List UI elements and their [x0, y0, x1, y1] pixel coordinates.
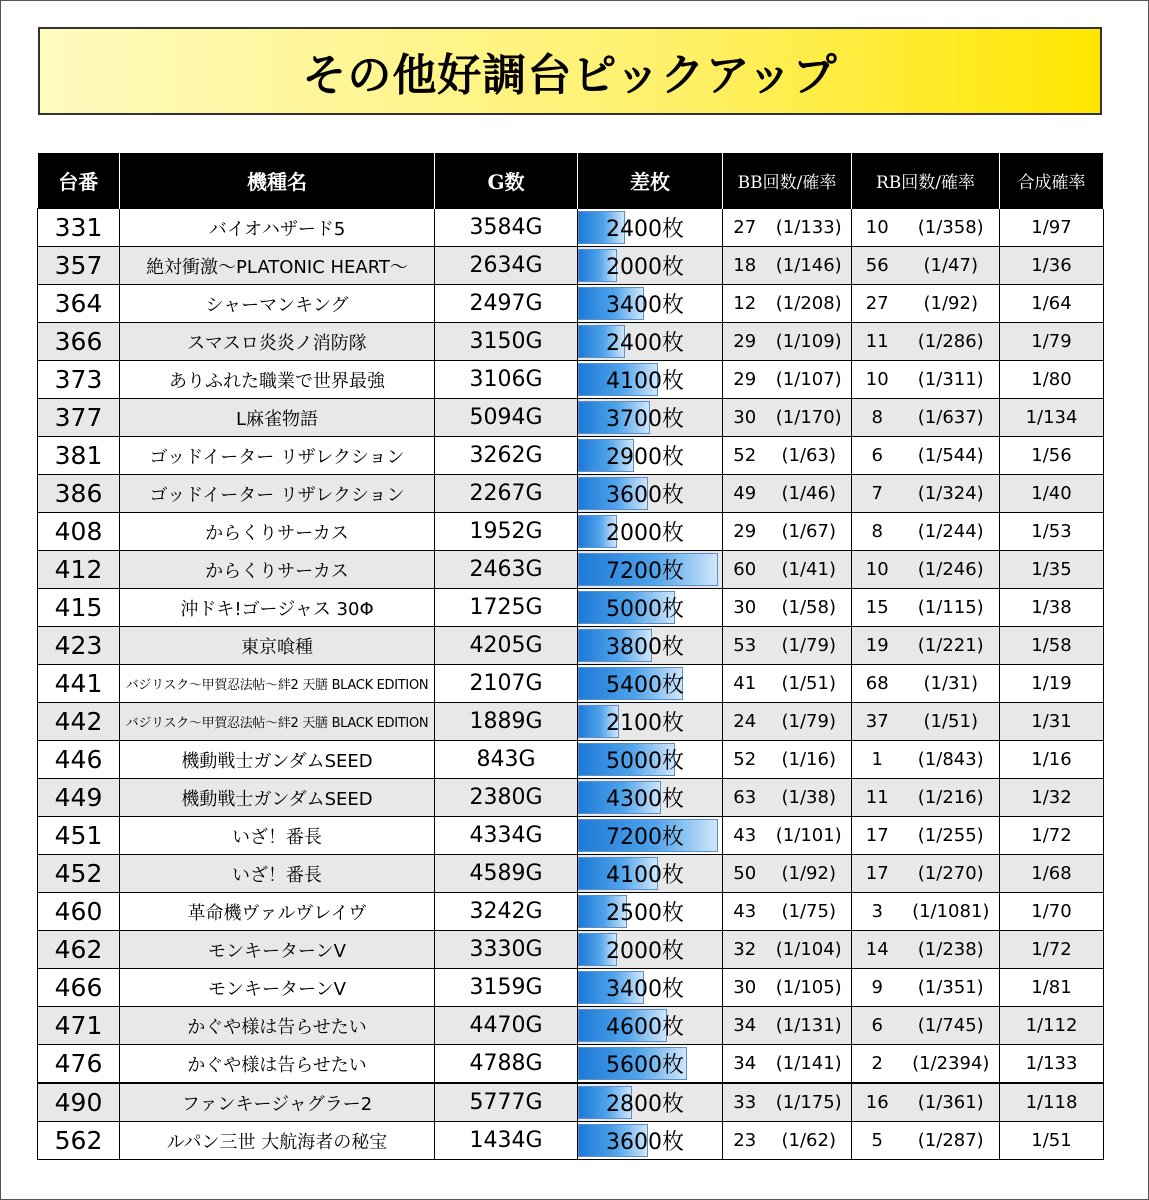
- header-total: 合成確率: [1000, 153, 1104, 209]
- bb-probability: (1/51): [767, 665, 852, 703]
- table-row: [38, 1007, 1104, 1045]
- bb-count: 33: [723, 1083, 767, 1122]
- rb-probability: (1/287): [903, 1122, 1000, 1160]
- rb-probability: (1/92): [903, 285, 1000, 323]
- machine-number: 462: [38, 931, 120, 969]
- diff-label: 2500枚: [606, 901, 684, 926]
- total-probability: 1/112: [1000, 1007, 1104, 1045]
- game-count: 3159G: [435, 969, 578, 1007]
- total-probability: 1/80: [1000, 361, 1104, 399]
- diff-coins: [578, 817, 723, 855]
- rb-probability: (1/270): [903, 855, 1000, 893]
- rb-count: 37: [852, 703, 903, 741]
- bb-count: 24: [723, 703, 767, 741]
- total-probability: 1/133: [1000, 1045, 1104, 1084]
- rb-probability: (1/361): [903, 1083, 1000, 1122]
- diff-coins: [578, 209, 723, 247]
- rb-probability: (1/286): [903, 323, 1000, 361]
- machine-number: 412: [38, 551, 120, 589]
- header-diff: 差枚: [578, 153, 723, 209]
- table-row: [38, 247, 1104, 285]
- total-probability: 1/64: [1000, 285, 1104, 323]
- rb-count: 6: [852, 437, 903, 475]
- diff-coins: [578, 323, 723, 361]
- diff-coins: [578, 361, 723, 399]
- machine-name: 機動戦士ガンダムSEED: [120, 779, 435, 817]
- bb-probability: (1/101): [767, 817, 852, 855]
- bb-probability: (1/141): [767, 1045, 852, 1084]
- bb-probability: (1/16): [767, 741, 852, 779]
- diff-coins: [578, 475, 723, 513]
- machine-table: [37, 153, 1104, 1160]
- diff-coins: [578, 513, 723, 551]
- diff-label: 2100枚: [606, 711, 684, 736]
- machine-number: 476: [38, 1045, 120, 1084]
- game-count: 4788G: [435, 1045, 578, 1084]
- machine-number: 452: [38, 855, 120, 893]
- rb-count: 10: [852, 361, 903, 399]
- bb-count: 29: [723, 513, 767, 551]
- machine-number: 381: [38, 437, 120, 475]
- machine-name: いざ！番長: [120, 855, 435, 893]
- machine-name: モンキーターンV: [120, 931, 435, 969]
- diff-label: 7200枚: [606, 559, 684, 584]
- machine-name: からくりサーカス: [120, 551, 435, 589]
- total-probability: 1/32: [1000, 779, 1104, 817]
- diff-label: 2900枚: [606, 445, 684, 470]
- table-row: [38, 855, 1104, 893]
- diff-label: 2000枚: [606, 255, 684, 280]
- diff-label: 2000枚: [606, 939, 684, 964]
- table-row: [38, 437, 1104, 475]
- game-count: 2267G: [435, 475, 578, 513]
- total-probability: 1/58: [1000, 627, 1104, 665]
- bb-probability: (1/79): [767, 703, 852, 741]
- bb-probability: (1/92): [767, 855, 852, 893]
- total-probability: 1/134: [1000, 399, 1104, 437]
- machine-number: 366: [38, 323, 120, 361]
- header-no: 台番: [38, 153, 120, 209]
- table-row: [38, 741, 1104, 779]
- rb-count: 15: [852, 589, 903, 627]
- machine-number: 451: [38, 817, 120, 855]
- rb-count: 9: [852, 969, 903, 1007]
- diff-coins: [578, 247, 723, 285]
- game-count: 2497G: [435, 285, 578, 323]
- machine-name: バイオハザード5: [120, 209, 435, 247]
- diff-label: 7200枚: [606, 825, 684, 850]
- diff-coins: [578, 703, 723, 741]
- total-probability: 1/53: [1000, 513, 1104, 551]
- bb-count: 27: [723, 209, 767, 247]
- game-count: 2634G: [435, 247, 578, 285]
- game-count: 4205G: [435, 627, 578, 665]
- bb-count: 53: [723, 627, 767, 665]
- bb-count: 30: [723, 399, 767, 437]
- bb-probability: (1/107): [767, 361, 852, 399]
- game-count: 3330G: [435, 931, 578, 969]
- table-row: [38, 209, 1104, 247]
- total-probability: 1/38: [1000, 589, 1104, 627]
- game-count: 4470G: [435, 1007, 578, 1045]
- total-probability: 1/31: [1000, 703, 1104, 741]
- total-probability: 1/70: [1000, 893, 1104, 931]
- rb-count: 10: [852, 551, 903, 589]
- diff-coins: [578, 589, 723, 627]
- total-probability: 1/72: [1000, 931, 1104, 969]
- machine-number: 415: [38, 589, 120, 627]
- bb-count: 30: [723, 969, 767, 1007]
- bb-probability: (1/104): [767, 931, 852, 969]
- game-count: 4589G: [435, 855, 578, 893]
- header-bb: BB回数/確率: [723, 153, 852, 209]
- rb-probability: (1/221): [903, 627, 1000, 665]
- diff-coins: [578, 893, 723, 931]
- machine-name: ファンキージャグラー2: [120, 1083, 435, 1122]
- rb-count: 8: [852, 399, 903, 437]
- table-row: [38, 285, 1104, 323]
- diff-label: 3600枚: [606, 1130, 684, 1155]
- rb-probability: (1/255): [903, 817, 1000, 855]
- total-probability: 1/51: [1000, 1122, 1104, 1160]
- machine-name: シャーマンキング: [120, 285, 435, 323]
- machine-name: バジリスク～甲賀忍法帖～絆2 天膳 BLACK EDITION: [120, 703, 435, 741]
- table-row: [38, 969, 1104, 1007]
- bb-count: 49: [723, 475, 767, 513]
- machine-number: 460: [38, 893, 120, 931]
- header-rb: RB回数/確率: [852, 153, 1000, 209]
- diff-label: 3800枚: [606, 635, 684, 660]
- total-probability: 1/72: [1000, 817, 1104, 855]
- rb-probability: (1/31): [903, 665, 1000, 703]
- total-probability: 1/16: [1000, 741, 1104, 779]
- machine-number: 466: [38, 969, 120, 1007]
- diff-label: 5000枚: [606, 597, 684, 622]
- rb-count: 10: [852, 209, 903, 247]
- bb-probability: (1/46): [767, 475, 852, 513]
- header-row: [38, 153, 1104, 209]
- bb-count: 63: [723, 779, 767, 817]
- bb-probability: (1/38): [767, 779, 852, 817]
- bb-count: 18: [723, 247, 767, 285]
- rb-probability: (1/246): [903, 551, 1000, 589]
- bb-count: 43: [723, 893, 767, 931]
- machine-number: 449: [38, 779, 120, 817]
- machine-number: 562: [38, 1122, 120, 1160]
- machine-number: 471: [38, 1007, 120, 1045]
- bb-probability: (1/41): [767, 551, 852, 589]
- table-row: [38, 551, 1104, 589]
- bb-probability: (1/133): [767, 209, 852, 247]
- bb-count: 41: [723, 665, 767, 703]
- total-probability: 1/56: [1000, 437, 1104, 475]
- rb-probability: (1/311): [903, 361, 1000, 399]
- machine-name: ありふれた職業で世界最強: [120, 361, 435, 399]
- table-row: [38, 817, 1104, 855]
- table-row: [38, 779, 1104, 817]
- machine-number: 408: [38, 513, 120, 551]
- bb-count: 29: [723, 361, 767, 399]
- bb-count: 43: [723, 817, 767, 855]
- game-count: 1952G: [435, 513, 578, 551]
- bb-count: 52: [723, 741, 767, 779]
- game-count: 2380G: [435, 779, 578, 817]
- machine-name: からくりサーカス: [120, 513, 435, 551]
- total-probability: 1/97: [1000, 209, 1104, 247]
- diff-label: 3700枚: [606, 407, 684, 432]
- total-probability: 1/36: [1000, 247, 1104, 285]
- rb-probability: (1/47): [903, 247, 1000, 285]
- table-row: [38, 665, 1104, 703]
- total-probability: 1/68: [1000, 855, 1104, 893]
- diff-coins: [578, 551, 723, 589]
- rb-probability: (1/745): [903, 1007, 1000, 1045]
- rb-probability: (1/2394): [903, 1045, 1000, 1084]
- machine-name: スマスロ炎炎ノ消防隊: [120, 323, 435, 361]
- machine-name: 沖ドキ!ゴージャス 30Φ: [120, 589, 435, 627]
- machine-name: 革命機ヴァルヴレイヴ: [120, 893, 435, 931]
- bb-probability: (1/75): [767, 893, 852, 931]
- machine-number: 331: [38, 209, 120, 247]
- diff-label: 2800枚: [606, 1092, 684, 1117]
- rb-count: 5: [852, 1122, 903, 1160]
- machine-number: 377: [38, 399, 120, 437]
- table-row: [38, 513, 1104, 551]
- machine-name: いざ！番長: [120, 817, 435, 855]
- diff-coins: [578, 437, 723, 475]
- machine-name: ゴッドイーター リザレクション: [120, 437, 435, 475]
- game-count: 3150G: [435, 323, 578, 361]
- rb-probability: (1/1081): [903, 893, 1000, 931]
- machine-number: 446: [38, 741, 120, 779]
- machine-name: L麻雀物語: [120, 399, 435, 437]
- machine-name: 東京喰種: [120, 627, 435, 665]
- rb-count: 2: [852, 1045, 903, 1084]
- bb-count: 29: [723, 323, 767, 361]
- rb-probability: (1/244): [903, 513, 1000, 551]
- rb-count: 14: [852, 931, 903, 969]
- bb-probability: (1/146): [767, 247, 852, 285]
- diff-coins: [578, 779, 723, 817]
- diff-label: 2000枚: [606, 521, 684, 546]
- diff-coins: [578, 1083, 723, 1122]
- table-row: [38, 627, 1104, 665]
- rb-count: 3: [852, 893, 903, 931]
- game-count: 2463G: [435, 551, 578, 589]
- header-name: 機種名: [120, 153, 435, 209]
- diff-coins: [578, 1122, 723, 1160]
- table-row: [38, 931, 1104, 969]
- diff-label: 5000枚: [606, 749, 684, 774]
- game-count: 843G: [435, 741, 578, 779]
- diff-coins: [578, 627, 723, 665]
- diff-label: 5600枚: [606, 1053, 684, 1078]
- game-count: 5094G: [435, 399, 578, 437]
- diff-coins: [578, 665, 723, 703]
- diff-coins: [578, 285, 723, 323]
- game-count: 4334G: [435, 817, 578, 855]
- total-probability: 1/81: [1000, 969, 1104, 1007]
- machine-name: かぐや様は告らせたい: [120, 1007, 435, 1045]
- bb-count: 34: [723, 1045, 767, 1084]
- diff-label: 4100枚: [606, 863, 684, 888]
- diff-coins: [578, 741, 723, 779]
- rb-probability: (1/637): [903, 399, 1000, 437]
- rb-probability: (1/843): [903, 741, 1000, 779]
- table-row: [38, 361, 1104, 399]
- machine-name: ゴッドイーター リザレクション: [120, 475, 435, 513]
- game-count: 3584G: [435, 209, 578, 247]
- table-row: [38, 589, 1104, 627]
- diff-label: 3400枚: [606, 977, 684, 1002]
- rb-count: 16: [852, 1083, 903, 1122]
- diff-label: 3600枚: [606, 483, 684, 508]
- machine-number: 386: [38, 475, 120, 513]
- table-row: [38, 475, 1104, 513]
- machine-name: ルパン三世 大航海者の秘宝: [120, 1122, 435, 1160]
- rb-count: 17: [852, 817, 903, 855]
- bb-probability: (1/131): [767, 1007, 852, 1045]
- game-count: 3106G: [435, 361, 578, 399]
- rb-count: 6: [852, 1007, 903, 1045]
- diff-coins: [578, 931, 723, 969]
- machine-name: モンキーターンV: [120, 969, 435, 1007]
- total-probability: 1/79: [1000, 323, 1104, 361]
- game-count: 1889G: [435, 703, 578, 741]
- bb-count: 23: [723, 1122, 767, 1160]
- diff-label: 2400枚: [606, 217, 684, 242]
- machine-number: 364: [38, 285, 120, 323]
- title-banner: [38, 27, 1102, 115]
- rb-count: 7: [852, 475, 903, 513]
- rb-count: 68: [852, 665, 903, 703]
- game-count: 2107G: [435, 665, 578, 703]
- rb-probability: (1/324): [903, 475, 1000, 513]
- rb-probability: (1/358): [903, 209, 1000, 247]
- table-row: [38, 1045, 1104, 1084]
- machine-number: 373: [38, 361, 120, 399]
- page-title: その他好調台ピックアップ: [302, 50, 838, 101]
- bb-count: 34: [723, 1007, 767, 1045]
- rb-count: 11: [852, 779, 903, 817]
- diff-label: 5400枚: [606, 673, 684, 698]
- rb-probability: (1/544): [903, 437, 1000, 475]
- rb-probability: (1/351): [903, 969, 1000, 1007]
- machine-number: 423: [38, 627, 120, 665]
- diff-coins: [578, 1007, 723, 1045]
- rb-probability: (1/238): [903, 931, 1000, 969]
- bb-probability: (1/67): [767, 513, 852, 551]
- machine-name: かぐや様は告らせたい: [120, 1045, 435, 1084]
- bb-probability: (1/175): [767, 1083, 852, 1122]
- bb-count: 60: [723, 551, 767, 589]
- table-row: [38, 893, 1104, 931]
- rb-count: 1: [852, 741, 903, 779]
- diff-label: 4100枚: [606, 369, 684, 394]
- bb-probability: (1/105): [767, 969, 852, 1007]
- game-count: 1725G: [435, 589, 578, 627]
- total-probability: 1/118: [1000, 1083, 1104, 1122]
- machine-name: 絶対衝激～PLATONIC HEART～: [120, 247, 435, 285]
- diff-coins: [578, 399, 723, 437]
- bb-probability: (1/62): [767, 1122, 852, 1160]
- table-row: [38, 1083, 1104, 1122]
- game-count: 1434G: [435, 1122, 578, 1160]
- bb-probability: (1/63): [767, 437, 852, 475]
- total-probability: 1/35: [1000, 551, 1104, 589]
- machine-number: 490: [38, 1083, 120, 1122]
- table-row: [38, 399, 1104, 437]
- diff-coins: [578, 969, 723, 1007]
- bb-count: 50: [723, 855, 767, 893]
- machine-number: 441: [38, 665, 120, 703]
- bb-count: 52: [723, 437, 767, 475]
- total-probability: 1/19: [1000, 665, 1104, 703]
- game-count: 3262G: [435, 437, 578, 475]
- machine-number: 442: [38, 703, 120, 741]
- bb-probability: (1/58): [767, 589, 852, 627]
- game-count: 3242G: [435, 893, 578, 931]
- machine-number: 357: [38, 247, 120, 285]
- machine-name: バジリスク～甲賀忍法帖～絆2 天膳 BLACK EDITION: [120, 665, 435, 703]
- diff-label: 4600枚: [606, 1015, 684, 1040]
- bb-count: 32: [723, 931, 767, 969]
- header-games: G数: [435, 153, 578, 209]
- diff-label: 4300枚: [606, 787, 684, 812]
- total-probability: 1/40: [1000, 475, 1104, 513]
- table-row: [38, 1122, 1104, 1160]
- rb-count: 56: [852, 247, 903, 285]
- rb-probability: (1/216): [903, 779, 1000, 817]
- rb-count: 11: [852, 323, 903, 361]
- bb-count: 30: [723, 589, 767, 627]
- diff-coins: [578, 1045, 723, 1084]
- diff-coins: [578, 855, 723, 893]
- rb-probability: (1/115): [903, 589, 1000, 627]
- bb-probability: (1/170): [767, 399, 852, 437]
- game-count: 5777G: [435, 1083, 578, 1122]
- bb-probability: (1/109): [767, 323, 852, 361]
- bb-probability: (1/208): [767, 285, 852, 323]
- rb-count: 27: [852, 285, 903, 323]
- machine-name: 機動戦士ガンダムSEED: [120, 741, 435, 779]
- rb-probability: (1/51): [903, 703, 1000, 741]
- diff-label: 3400枚: [606, 293, 684, 318]
- table-row: [38, 703, 1104, 741]
- bb-probability: (1/79): [767, 627, 852, 665]
- rb-count: 8: [852, 513, 903, 551]
- table-row: [38, 323, 1104, 361]
- rb-count: 17: [852, 855, 903, 893]
- diff-label: 2400枚: [606, 331, 684, 356]
- bb-count: 12: [723, 285, 767, 323]
- rb-count: 19: [852, 627, 903, 665]
